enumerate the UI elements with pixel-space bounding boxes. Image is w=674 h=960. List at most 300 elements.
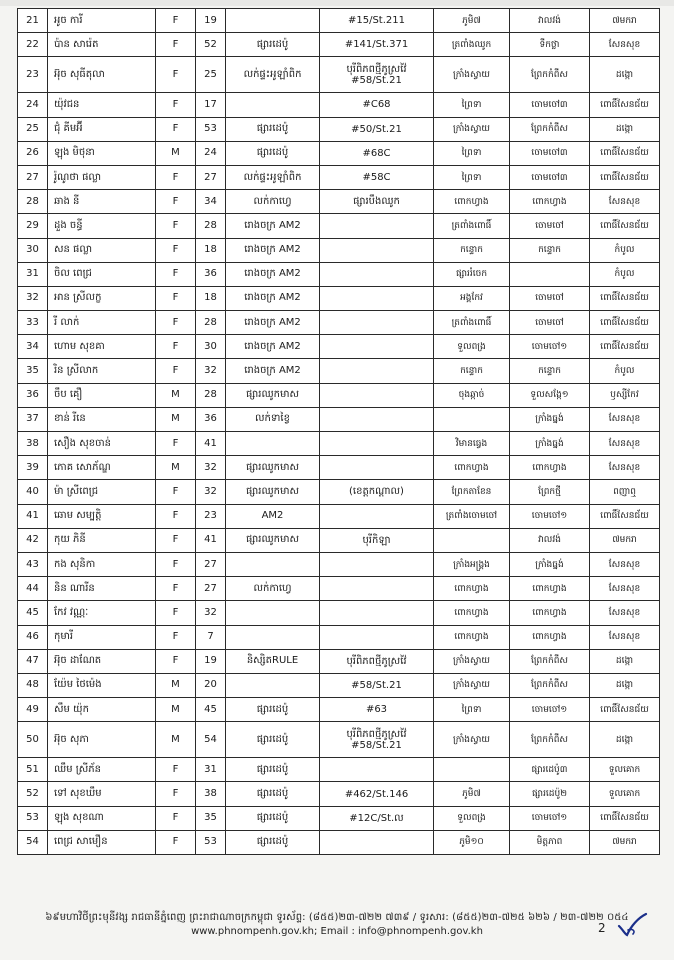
- cell-commune: វាលវង់: [510, 528, 590, 552]
- cell-village: ត្រពាំងចោមចៅ: [434, 504, 510, 528]
- cell-commune: ព្រែកកំពឹស: [510, 117, 590, 141]
- table-row: [18, 190, 660, 214]
- cell-address-note: #462/St.146: [320, 782, 434, 806]
- cell-commune: ព្រែកកំពឹស: [510, 57, 590, 93]
- cell-occupation: ផ្សារដេប៉ូ: [226, 782, 320, 806]
- cell-age: 27: [196, 552, 226, 576]
- cell-village: ក្រាំងស្វាយ: [434, 673, 510, 697]
- cell-commune: មិត្តភាព: [510, 830, 590, 854]
- cell-number: 41: [18, 504, 48, 528]
- cell-name: កុយ ភិនី: [48, 528, 156, 552]
- cell-age: 28: [196, 383, 226, 407]
- cell-district: ពោធិ៍សែនជ័យ: [590, 806, 660, 830]
- cell-age: 7: [196, 625, 226, 649]
- cell-age: 32: [196, 601, 226, 625]
- cell-commune: ចោមចៅ១: [510, 806, 590, 830]
- page-number: 2: [598, 921, 606, 935]
- cell-name: ឈឹម ស្រីភ័ន: [48, 758, 156, 782]
- cell-address-note: [320, 383, 434, 407]
- cell-occupation: លក់ផ្ទះអូឡាំពិក: [226, 165, 320, 189]
- table-row: [18, 214, 660, 238]
- cell-address-note: #68C: [320, 141, 434, 165]
- table-row: [18, 33, 660, 57]
- cell-address-note: [320, 577, 434, 601]
- cell-district: ដង្កោ: [590, 673, 660, 697]
- table-row: [18, 625, 660, 649]
- cell-occupation: ផ្សារដេប៉ូ: [226, 830, 320, 854]
- cell-number: 46: [18, 625, 48, 649]
- cell-address-note: [320, 625, 434, 649]
- cell-age: 36: [196, 262, 226, 286]
- table-row: [18, 577, 660, 601]
- cell-age: 31: [196, 758, 226, 782]
- cell-village: ត្រពាំងឈូក: [434, 33, 510, 57]
- cell-commune: ចោមចៅ: [510, 311, 590, 335]
- cell-name: អូច ការី: [48, 9, 156, 33]
- cell-sex: F: [156, 432, 196, 456]
- cell-occupation: ផ្សារដេប៉ូ: [226, 806, 320, 830]
- cell-district: ពោធិ៍សែនជ័យ: [590, 335, 660, 359]
- cell-commune: ទឹកថ្លា: [510, 33, 590, 57]
- table-row: [18, 117, 660, 141]
- cell-district: ៧មករា: [590, 528, 660, 552]
- cell-sex: M: [156, 141, 196, 165]
- cell-commune: វាលវង់: [510, 9, 590, 33]
- cell-age: 27: [196, 165, 226, 189]
- cell-village: ពោកហ្វាង: [434, 625, 510, 649]
- cell-address-note: [320, 286, 434, 310]
- cell-address-note: #141/St.371: [320, 33, 434, 57]
- cell-age: 24: [196, 141, 226, 165]
- cell-district: សែនសុខ: [590, 456, 660, 480]
- cell-village: ព្រែកតាខែន: [434, 480, 510, 504]
- cell-age: 41: [196, 432, 226, 456]
- roster-body: [18, 9, 660, 855]
- cell-sex: M: [156, 698, 196, 722]
- table-row: [18, 93, 660, 117]
- cell-occupation: ផ្សារដេប៉ូ: [226, 141, 320, 165]
- cell-address-note: បុរីពិភពថ្មីភូស្រវ៉ៃ #58/St.21: [320, 57, 434, 93]
- cell-sex: F: [156, 480, 196, 504]
- cell-occupation: AM2: [226, 504, 320, 528]
- cell-name: កែវ វណ្ណៈ: [48, 601, 156, 625]
- cell-name: ចិល ពេជ្រ: [48, 262, 156, 286]
- cell-sex: M: [156, 673, 196, 697]
- cell-number: 50: [18, 722, 48, 758]
- cell-name: និន ណារីន: [48, 577, 156, 601]
- cell-age: 32: [196, 456, 226, 480]
- cell-name: សឹម យ៉ុក: [48, 698, 156, 722]
- cell-village: កន្ទោក: [434, 238, 510, 262]
- cell-number: 32: [18, 286, 48, 310]
- cell-number: 48: [18, 673, 48, 697]
- table-row: [18, 722, 660, 758]
- cell-name: រិន ស្រីលាក: [48, 359, 156, 383]
- cell-age: 54: [196, 722, 226, 758]
- cell-age: 25: [196, 57, 226, 93]
- cell-number: 31: [18, 262, 48, 286]
- cell-occupation: [226, 432, 320, 456]
- cell-sex: F: [156, 577, 196, 601]
- cell-number: 54: [18, 830, 48, 854]
- cell-sex: F: [156, 9, 196, 33]
- cell-sex: M: [156, 383, 196, 407]
- cell-number: 30: [18, 238, 48, 262]
- cell-age: 30: [196, 335, 226, 359]
- cell-age: 32: [196, 359, 226, 383]
- signature-check-mark: [616, 912, 648, 938]
- cell-number: 36: [18, 383, 48, 407]
- cell-commune: ក្រាំងធ្នង់: [510, 552, 590, 576]
- cell-sex: F: [156, 806, 196, 830]
- cell-name: រី លាក់: [48, 311, 156, 335]
- cell-district: កំបូល: [590, 238, 660, 262]
- table-row: [18, 456, 660, 480]
- cell-sex: F: [156, 238, 196, 262]
- footer-contact: www.phnompenh.gov.kh; Email : info@phnompenh.gov.kh: [191, 926, 483, 937]
- cell-occupation: ផ្សារឈូកមាស: [226, 480, 320, 504]
- cell-address-note: [320, 311, 434, 335]
- cell-district: ពោធិ៍សែនជ័យ: [590, 141, 660, 165]
- cell-address-note: [320, 830, 434, 854]
- cell-address-note: បុរីពិភពថ្មីភូស្រវ៉ៃ: [320, 649, 434, 673]
- cell-address-note: #58/St.21: [320, 673, 434, 697]
- cell-age: 38: [196, 782, 226, 806]
- cell-village: ក្រាំងស្វាយ: [434, 722, 510, 758]
- cell-district: សែនសុខ: [590, 601, 660, 625]
- table-row: [18, 383, 660, 407]
- cell-sex: F: [156, 782, 196, 806]
- table-row: [18, 262, 660, 286]
- cell-sex: F: [156, 262, 196, 286]
- cell-number: 39: [18, 456, 48, 480]
- cell-sex: M: [156, 407, 196, 431]
- table-row: [18, 504, 660, 528]
- cell-village: ភូមិ៧: [434, 9, 510, 33]
- cell-village: ត្រពាំងពោធិ៍: [434, 311, 510, 335]
- cell-district: ពោធិ៍សែនជ័យ: [590, 93, 660, 117]
- cell-commune: ចោមចៅ១: [510, 698, 590, 722]
- cell-district: សែនសុខ: [590, 577, 660, 601]
- cell-occupation: [226, 93, 320, 117]
- cell-number: 51: [18, 758, 48, 782]
- cell-number: 42: [18, 528, 48, 552]
- cell-commune: ពោកហ្វាង: [510, 456, 590, 480]
- cell-village: ភូមិ៧: [434, 782, 510, 806]
- table-row: [18, 601, 660, 625]
- cell-district: ពោធិ៍សែនជ័យ: [590, 214, 660, 238]
- table-row: [18, 782, 660, 806]
- table-row: [18, 480, 660, 504]
- table-row: [18, 673, 660, 697]
- cell-sex: M: [156, 722, 196, 758]
- cell-village: ពោកហ្វាង: [434, 456, 510, 480]
- cell-number: 53: [18, 806, 48, 830]
- cell-age: 19: [196, 649, 226, 673]
- cell-name: ដួង ចន្ធី: [48, 214, 156, 238]
- cell-district: ពោធិ៍សែនជ័យ: [590, 286, 660, 310]
- cell-sex: F: [156, 758, 196, 782]
- cell-number: 37: [18, 407, 48, 431]
- cell-sex: F: [156, 552, 196, 576]
- cell-commune: ចោមចៅ១: [510, 504, 590, 528]
- cell-address-note: #15/St.211: [320, 9, 434, 33]
- cell-village: ក្រាំងស្វាយ: [434, 117, 510, 141]
- cell-district: សែនសុខ: [590, 190, 660, 214]
- cell-name: កង សុនិកា: [48, 552, 156, 576]
- cell-district: ដង្កោ: [590, 722, 660, 758]
- cell-sex: F: [156, 504, 196, 528]
- cell-number: 49: [18, 698, 48, 722]
- cell-occupation: ផ្សារដេប៉ូ: [226, 698, 320, 722]
- cell-district: ៧មករា: [590, 830, 660, 854]
- cell-name: យ៉ុវជន: [48, 93, 156, 117]
- cell-district: ៧មករា: [590, 9, 660, 33]
- cell-occupation: និស្សិតRULE: [226, 649, 320, 673]
- footer-address: ៦៩មហាវិថីព្រះមុនីវង្ស រាជធានីភ្នំពេញ ព្រះរាជាណាចក្រកម្ពុជា ទូរស័ព្ទ: (៨៥៥)២៣-៧២២ ៧៣៩ / ទូរសារ: (៨៥៥)២៣-៧២៥ ៦២៦ / ២៣-៧២២ ០៥៤: [45, 912, 629, 923]
- cell-district: ទួលគោក: [590, 758, 660, 782]
- cell-commune: ពោកហ្វាង: [510, 601, 590, 625]
- cell-number: 33: [18, 311, 48, 335]
- cell-number: 43: [18, 552, 48, 576]
- cell-village: ព្រៃទា: [434, 165, 510, 189]
- cell-occupation: ផ្សារឈូកមាស: [226, 528, 320, 552]
- cell-district: ដង្កោ: [590, 117, 660, 141]
- cell-number: 28: [18, 190, 48, 214]
- cell-occupation: រោងចក្រ AM2: [226, 214, 320, 238]
- cell-district: សែនសុខ: [590, 625, 660, 649]
- cell-address-note: #63: [320, 698, 434, 722]
- cell-sex: F: [156, 117, 196, 141]
- cell-address-note: [320, 335, 434, 359]
- cell-age: 45: [196, 698, 226, 722]
- cell-commune: [510, 262, 590, 286]
- cell-occupation: [226, 552, 320, 576]
- cell-district: សែនសុខ: [590, 552, 660, 576]
- cell-name: អ៊ុច សុភា: [48, 722, 156, 758]
- cell-occupation: លក់ផ្ទះអូឡាំពិក: [226, 57, 320, 93]
- cell-name: កុមារី: [48, 625, 156, 649]
- cell-name: សន ផល្លា: [48, 238, 156, 262]
- cell-occupation: រោងចក្រ AM2: [226, 311, 320, 335]
- cell-occupation: ផ្សារដេប៉ូ: [226, 117, 320, 141]
- cell-age: 53: [196, 117, 226, 141]
- cell-district: ពោធិ៍សែនជ័យ: [590, 698, 660, 722]
- cell-sex: F: [156, 601, 196, 625]
- cell-occupation: ផ្សារឈូកមាស: [226, 456, 320, 480]
- cell-sex: M: [156, 456, 196, 480]
- cell-occupation: លក់កាហ្វេ: [226, 190, 320, 214]
- table-row: [18, 830, 660, 854]
- cell-number: 35: [18, 359, 48, 383]
- cell-age: 23: [196, 504, 226, 528]
- cell-number: 44: [18, 577, 48, 601]
- cell-occupation: ផ្សារដេប៉ូ: [226, 722, 320, 758]
- cell-sex: F: [156, 33, 196, 57]
- cell-age: 19: [196, 9, 226, 33]
- cell-age: 18: [196, 286, 226, 310]
- table-row: [18, 552, 660, 576]
- cell-commune: ផ្សារដេប៉ូ៣: [510, 758, 590, 782]
- cell-age: 53: [196, 830, 226, 854]
- cell-village: ទួលពង្រ: [434, 335, 510, 359]
- cell-occupation: ផ្សារដេប៉ូ: [226, 33, 320, 57]
- cell-age: 36: [196, 407, 226, 431]
- cell-sex: F: [156, 286, 196, 310]
- cell-sex: F: [156, 57, 196, 93]
- cell-district: សែនសុខ: [590, 33, 660, 57]
- cell-occupation: លក់ទាខ្វៃ: [226, 407, 320, 431]
- cell-commune: ចោមចៅ១: [510, 335, 590, 359]
- table-row: [18, 432, 660, 456]
- cell-address-note: [320, 214, 434, 238]
- cell-address-note: [320, 456, 434, 480]
- cell-village: ក្រាំងស្វាយ: [434, 649, 510, 673]
- cell-number: 25: [18, 117, 48, 141]
- cell-address-note: [320, 758, 434, 782]
- cell-name: ជុំ គីមអ៊ី: [48, 117, 156, 141]
- cell-number: 45: [18, 601, 48, 625]
- cell-commune: ចោមចៅ: [510, 214, 590, 238]
- cell-name: ហោម សុខគា: [48, 335, 156, 359]
- cell-village: ពោកហ្វាង: [434, 190, 510, 214]
- cell-district: ពញាឮ: [590, 480, 660, 504]
- table-row: [18, 528, 660, 552]
- cell-village: [434, 528, 510, 552]
- table-row: [18, 141, 660, 165]
- cell-village: កន្ទោក: [434, 359, 510, 383]
- cell-number: 23: [18, 57, 48, 93]
- cell-age: 52: [196, 33, 226, 57]
- cell-age: 27: [196, 577, 226, 601]
- cell-district: កំបូល: [590, 262, 660, 286]
- cell-name: អ៊ុច ដាណែត: [48, 649, 156, 673]
- cell-address-note: [320, 552, 434, 576]
- cell-district: ពោធិ៍សែនជ័យ: [590, 165, 660, 189]
- cell-commune: ទួលសង្កែ១: [510, 383, 590, 407]
- cell-age: 28: [196, 214, 226, 238]
- cell-address-note: (ខេត្តកណ្ដាល): [320, 480, 434, 504]
- cell-address-note: [320, 359, 434, 383]
- cell-address-note: #C68: [320, 93, 434, 117]
- cell-district: ទួលគោក: [590, 782, 660, 806]
- cell-commune: ចោមចៅ៣: [510, 93, 590, 117]
- cell-age: 17: [196, 93, 226, 117]
- table-row: [18, 407, 660, 431]
- cell-age: 18: [196, 238, 226, 262]
- cell-occupation: រោងចក្រ AM2: [226, 286, 320, 310]
- cell-village: ផ្សាររំចេក: [434, 262, 510, 286]
- cell-age: 32: [196, 480, 226, 504]
- cell-name: ឡុង មិថុនា: [48, 141, 156, 165]
- cell-occupation: [226, 673, 320, 697]
- cell-occupation: [226, 625, 320, 649]
- table-row: [18, 238, 660, 262]
- cell-name: អាន ស្រីលក្ខ: [48, 286, 156, 310]
- cell-address-note: បុរីកិឡា: [320, 528, 434, 552]
- table-row: [18, 359, 660, 383]
- cell-address-note: #58C: [320, 165, 434, 189]
- table-row: [18, 649, 660, 673]
- table-row: [18, 698, 660, 722]
- cell-occupation: [226, 9, 320, 33]
- page-top-edge: [0, 0, 674, 6]
- cell-name: ចឹប គឿ: [48, 383, 156, 407]
- cell-name: ប៉ាន សារ៉េត: [48, 33, 156, 57]
- cell-name: ម៉ា ស្រីពេជ្រ: [48, 480, 156, 504]
- cell-district: ពោធិ៍សែនជ័យ: [590, 504, 660, 528]
- cell-sex: F: [156, 214, 196, 238]
- cell-address-note: #12C/St.ល: [320, 806, 434, 830]
- cell-village: វិមានធ្វេង: [434, 432, 510, 456]
- cell-occupation: ផ្សារដេប៉ូ: [226, 758, 320, 782]
- cell-age: 35: [196, 806, 226, 830]
- cell-occupation: រោងចក្រ AM2: [226, 335, 320, 359]
- cell-commune: ពោកហ្វាង: [510, 190, 590, 214]
- cell-commune: ចោមចៅ៣: [510, 141, 590, 165]
- cell-village: ពោកហ្វាង: [434, 601, 510, 625]
- cell-commune: ផ្សារដេប៉ូ២: [510, 782, 590, 806]
- table-row: [18, 57, 660, 93]
- cell-village: ព្រៃទា: [434, 93, 510, 117]
- cell-commune: ចោមចៅ: [510, 286, 590, 310]
- cell-village: ភូមិ១០: [434, 830, 510, 854]
- table-row: [18, 165, 660, 189]
- cell-name: ឆាង នី: [48, 190, 156, 214]
- cell-commune: កន្ទោក: [510, 359, 590, 383]
- cell-name: អ៊ុច សុធីតុលា: [48, 57, 156, 93]
- cell-village: ព្រៃទា: [434, 698, 510, 722]
- cell-occupation: រោងចក្រ AM2: [226, 262, 320, 286]
- cell-sex: F: [156, 359, 196, 383]
- cell-number: 27: [18, 165, 48, 189]
- cell-commune: ពោកហ្វាង: [510, 625, 590, 649]
- cell-address-note: [320, 601, 434, 625]
- cell-sex: F: [156, 190, 196, 214]
- cell-district: ដង្កោ: [590, 57, 660, 93]
- cell-number: 22: [18, 33, 48, 57]
- cell-commune: កន្ទោក: [510, 238, 590, 262]
- cell-number: 21: [18, 9, 48, 33]
- cell-district: ដង្កោ: [590, 649, 660, 673]
- patient-roster-table: [17, 8, 660, 855]
- cell-village: ពោកហ្វាង: [434, 577, 510, 601]
- cell-commune: ក្រាំងធ្នង់: [510, 432, 590, 456]
- table-row: [18, 806, 660, 830]
- cell-occupation: រោងចក្រ AM2: [226, 359, 320, 383]
- cell-sex: F: [156, 528, 196, 552]
- cell-name: ភោគ សោភ័ណ្ឌ: [48, 456, 156, 480]
- cell-occupation: រោងចក្រ AM2: [226, 238, 320, 262]
- cell-village: ចុងឆ្កាច់: [434, 383, 510, 407]
- cell-sex: F: [156, 830, 196, 854]
- cell-address-note: [320, 407, 434, 431]
- cell-name: ឡុង សុខណា: [48, 806, 156, 830]
- cell-village: ព្រៃទា: [434, 141, 510, 165]
- cell-name: ខាន់ រីនេ: [48, 407, 156, 431]
- cell-age: 20: [196, 673, 226, 697]
- cell-sex: F: [156, 625, 196, 649]
- cell-name: ពេជ្រ សាមឿន: [48, 830, 156, 854]
- cell-age: 41: [196, 528, 226, 552]
- cell-commune: ព្រែកកំពឹស: [510, 722, 590, 758]
- cell-district: ពោធិ៍សែនជ័យ: [590, 311, 660, 335]
- cell-sex: F: [156, 649, 196, 673]
- cell-occupation: ផ្សារឈូកមាស: [226, 383, 320, 407]
- cell-commune: ចោមចៅ៣: [510, 165, 590, 189]
- cell-commune: ព្រែកថ្មី: [510, 480, 590, 504]
- cell-village: ក្រាំងអង្គ្រង: [434, 552, 510, 576]
